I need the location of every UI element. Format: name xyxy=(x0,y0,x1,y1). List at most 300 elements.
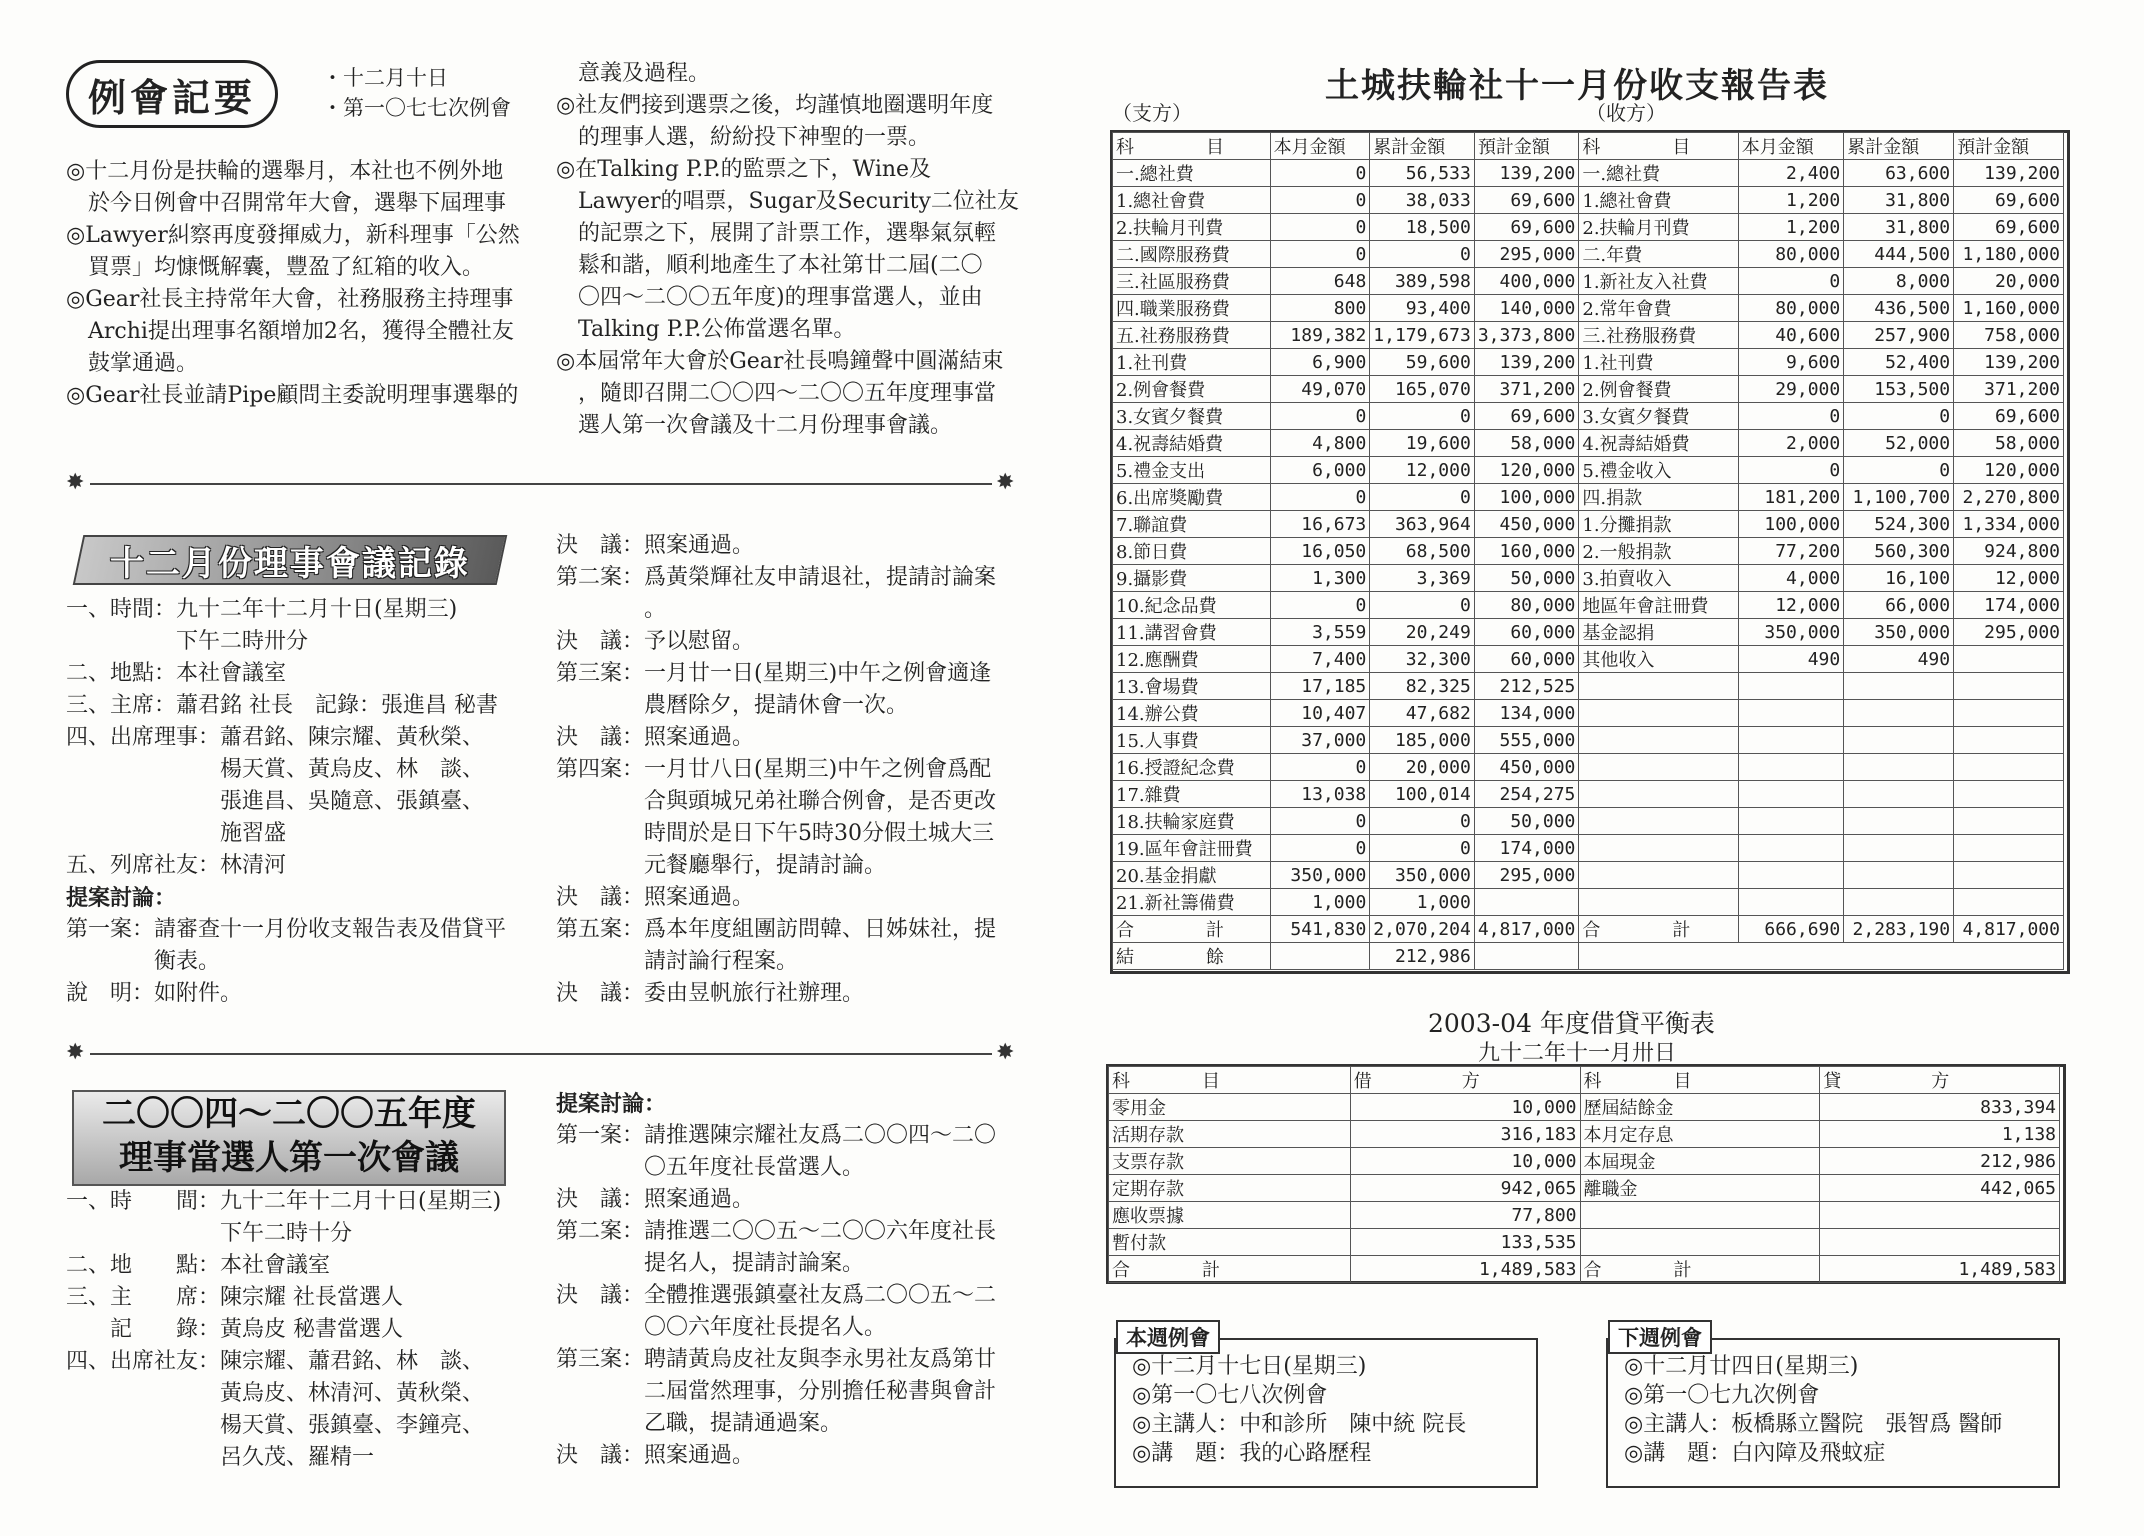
table-cell xyxy=(1579,754,1738,781)
table-cell: 350,000 xyxy=(1270,862,1370,889)
table-cell: 應收票據 xyxy=(1109,1202,1351,1229)
table-cell: 450,000 xyxy=(1474,754,1579,781)
table-cell: 10.紀念品費 xyxy=(1113,592,1271,619)
table-cell: 0 xyxy=(1270,187,1370,214)
board-minutes-line: 決 議：照案通過。 xyxy=(556,725,755,750)
table-cell: 20,000 xyxy=(1954,268,2064,295)
table-cell xyxy=(1579,673,1738,700)
table-total-row xyxy=(1113,916,2064,943)
table-cell: 預計金額 xyxy=(1474,133,1579,160)
table-cell: 69,600 xyxy=(1474,214,1579,241)
table-cell: 63,600 xyxy=(1844,160,1954,187)
table-cell xyxy=(1954,700,2064,727)
table-cell: 1.總社會費 xyxy=(1113,187,1271,214)
table-cell: 0 xyxy=(1844,403,1954,430)
board-minutes-line: 元餐廳舉行，提請討論。 xyxy=(556,853,887,878)
table-cell: 4,800 xyxy=(1270,430,1370,457)
table-cell: 100,000 xyxy=(1474,484,1579,511)
table-row xyxy=(1113,754,2064,781)
table-cell: 13,038 xyxy=(1270,781,1370,808)
table-cell xyxy=(1579,862,1738,889)
table-cell: 暫付款 xyxy=(1109,1229,1351,1256)
table-cell: 2,270,800 xyxy=(1954,484,2064,511)
meeting-info-line: ◎主講人：中和診所 陳中統 院長 xyxy=(1132,1412,1467,1437)
table-cell: 69,600 xyxy=(1954,187,2064,214)
meeting-note-line: ◎Gear社長主持常年大會，社務服務主持理事 xyxy=(66,287,514,312)
table-cell: 1,000 xyxy=(1270,889,1370,916)
table-cell: 6,900 xyxy=(1270,349,1370,376)
table-cell: 350,000 xyxy=(1738,619,1843,646)
table-cell: 三.社務服務費 xyxy=(1579,322,1738,349)
meeting-note-line: ◎在Talking P.P.的監票之下，Wine及 xyxy=(556,157,932,182)
meeting-note-line: ◎本屆常年大會於Gear社長鳴鐘聲中圓滿結束 xyxy=(556,349,1004,374)
this-week-meeting-details xyxy=(1132,1352,1466,1468)
table-row xyxy=(1113,673,2064,700)
table-cell: 0 xyxy=(1738,268,1843,295)
table-cell: 其他收入 xyxy=(1579,646,1738,673)
election-minutes-line: 第一案：請推選陳宗耀社友爲二〇〇四～二〇 xyxy=(556,1123,997,1148)
table-cell: 174,000 xyxy=(1954,592,2064,619)
board-minutes-line: 一、時間：九十二年十二月十日(星期三) xyxy=(66,597,458,622)
table-cell: 40,600 xyxy=(1738,322,1843,349)
table-row xyxy=(1113,889,2064,916)
table-cell: 400,000 xyxy=(1474,268,1579,295)
election-minutes-line: 二、地 點：本社會議室 xyxy=(66,1253,331,1278)
table-cell: 37,000 xyxy=(1270,727,1370,754)
table-cell: 本月金額 xyxy=(1738,133,1843,160)
table-cell: 47,682 xyxy=(1370,700,1475,727)
board-minutes-line: 決 議：予以慰留。 xyxy=(556,629,755,654)
table-cell: 436,500 xyxy=(1844,295,1954,322)
table-cell xyxy=(1738,808,1843,835)
table-cell: 20,249 xyxy=(1370,619,1475,646)
table-cell: 本月金額 xyxy=(1270,133,1370,160)
table-cell: 定期存款 xyxy=(1109,1175,1351,1202)
table-cell: 0 xyxy=(1370,403,1475,430)
next-week-meeting-label: 下週例會 xyxy=(1608,1320,1712,1354)
table-cell: 0 xyxy=(1270,241,1370,268)
election-minutes-line: 二屆當然理事，分別擔任秘書與會計 xyxy=(556,1379,997,1404)
table-cell: 31,800 xyxy=(1844,187,1954,214)
table-cell: 77,800 xyxy=(1350,1202,1580,1229)
table-cell: 16,673 xyxy=(1270,511,1370,538)
election-minutes-line: 乙職，提請通過案。 xyxy=(556,1411,843,1436)
election-minutes-line: 呂久茂、羅精一 xyxy=(66,1445,375,1470)
table-row xyxy=(1113,187,2064,214)
meeting-note-line: 〇四～二〇〇五年度)的理事當選人，並由 xyxy=(556,285,983,310)
table-cell: 5.禮金收入 xyxy=(1579,457,1738,484)
table-cell: 1,179,673 xyxy=(1370,322,1475,349)
table-cell xyxy=(1844,700,1954,727)
table-cell: 4,817,000 xyxy=(1954,916,2064,943)
table-cell: 3.拍賣收入 xyxy=(1579,565,1738,592)
table-cell xyxy=(1474,943,1579,970)
table-cell: 0 xyxy=(1370,808,1475,835)
board-minutes-line: 提案討論： xyxy=(66,885,177,911)
table-cell: 2,000 xyxy=(1738,430,1843,457)
income-side-label: （收方） xyxy=(1586,101,1666,125)
meeting-note-line: Lawyer的唱票，Sugar及Security二位社友 xyxy=(556,189,1019,214)
table-cell: 15.人事費 xyxy=(1113,727,1271,754)
table-cell: 四.捐款 xyxy=(1579,484,1738,511)
election-minutes-line: 決 議：全體推選張鎮臺社友爲二〇〇五～二 xyxy=(556,1283,997,1308)
table-cell: 13.會場費 xyxy=(1113,673,1271,700)
table-cell: 1.分攤捐款 xyxy=(1579,511,1738,538)
table-cell: 2.例會餐費 xyxy=(1113,376,1271,403)
table-cell: 0 xyxy=(1270,592,1370,619)
election-minutes-line: 提案討論： xyxy=(556,1091,667,1117)
table-cell: 295,000 xyxy=(1954,619,2064,646)
table-cell: 五.社務服務費 xyxy=(1113,322,1271,349)
table-cell: 三.社區服務費 xyxy=(1113,268,1271,295)
table-cell: 合 計 xyxy=(1580,1256,1820,1283)
table-cell: 254,275 xyxy=(1474,781,1579,808)
table-cell xyxy=(1954,754,2064,781)
board-minutes-line: 第二案：爲黃榮輝社友申請退社，提請討論案 xyxy=(556,565,997,590)
table-cell: 212,525 xyxy=(1474,673,1579,700)
table-cell: 12,000 xyxy=(1738,592,1843,619)
election-title-line2: 理事當選人第一次會議 xyxy=(119,1138,459,1178)
table-row xyxy=(1113,484,2064,511)
table-cell: 139,200 xyxy=(1474,349,1579,376)
table-cell: 257,900 xyxy=(1844,322,1954,349)
table-row xyxy=(1113,457,2064,484)
meeting-note-line: 的記票之下，展開了計票工作，選舉氣氛輕 xyxy=(556,221,997,246)
table-balance-row xyxy=(1113,943,2064,970)
meeting-note-line: ◎十二月份是扶輪的選舉月，本社也不例外地 xyxy=(66,159,504,184)
table-cell: 38,033 xyxy=(1370,187,1475,214)
table-cell: 14.辦公費 xyxy=(1113,700,1271,727)
table-cell: 結 餘 xyxy=(1113,943,1271,970)
table-cell: 1,180,000 xyxy=(1954,241,2064,268)
election-minutes-line: 楊天賞、張鎮臺、李鐘亮、 xyxy=(66,1413,485,1438)
table-cell: 139,200 xyxy=(1954,160,2064,187)
table-cell: 0 xyxy=(1738,403,1843,430)
table-cell: 18,500 xyxy=(1370,214,1475,241)
table-row xyxy=(1113,592,2064,619)
table-cell: 1,334,000 xyxy=(1954,511,2064,538)
table-cell: 52,400 xyxy=(1844,349,1954,376)
table-cell: 139,200 xyxy=(1954,349,2064,376)
table-cell xyxy=(1954,673,2064,700)
table-row xyxy=(1109,1175,2060,1202)
table-cell: 60,000 xyxy=(1474,646,1579,673)
table-cell xyxy=(1954,727,2064,754)
table-cell: 合 計 xyxy=(1579,916,1738,943)
table-cell: 0 xyxy=(1370,484,1475,511)
meeting-note-line: Archi提出理事名額增加2名，獲得全體社友 xyxy=(66,319,514,344)
table-cell xyxy=(1844,781,1954,808)
table-cell: 50,000 xyxy=(1474,808,1579,835)
table-cell: 一.總社費 xyxy=(1113,160,1271,187)
meeting-title: 例會記要 xyxy=(66,60,278,128)
table-cell: 29,000 xyxy=(1738,376,1843,403)
board-minutes-line: 衡表。 xyxy=(66,949,221,974)
election-meeting-col2 xyxy=(556,1088,1026,1472)
table-cell: 1.社刊費 xyxy=(1113,349,1271,376)
table-cell: 二.年費 xyxy=(1579,241,1738,268)
meeting-notes-col1 xyxy=(66,156,526,412)
table-cell xyxy=(1954,646,2064,673)
table-row xyxy=(1109,1121,2060,1148)
table-cell xyxy=(1579,700,1738,727)
table-cell: 69,600 xyxy=(1954,403,2064,430)
table-cell: 100,000 xyxy=(1738,511,1843,538)
report-title: 土城扶輪社十一月份收支報告表 xyxy=(1325,66,1829,106)
table-row xyxy=(1113,403,2064,430)
meeting-info-line: ◎十二月廿四日(星期三) xyxy=(1624,1354,1859,1379)
table-row xyxy=(1113,619,2064,646)
table-cell: 合 計 xyxy=(1113,916,1271,943)
table-cell: 3,373,800 xyxy=(1474,322,1579,349)
table-cell: 2.例會餐費 xyxy=(1579,376,1738,403)
election-minutes-line: 四、出席社友：陳宗耀、蕭君銘、林 談、 xyxy=(66,1349,485,1374)
table-cell: 1,000 xyxy=(1370,889,1475,916)
table-cell: 16.授證紀念費 xyxy=(1113,754,1271,781)
table-row xyxy=(1113,808,2064,835)
meeting-note-line: ，隨即召開二〇〇四～二〇〇五年度理事當 xyxy=(556,381,997,406)
board-minutes-line: 。 xyxy=(556,597,667,622)
board-minutes-line: 決 議：照案通過。 xyxy=(556,533,755,558)
table-cell: 科 目 xyxy=(1579,133,1738,160)
table-cell: 80,000 xyxy=(1474,592,1579,619)
board-minutes-col1 xyxy=(66,594,546,1010)
table-row xyxy=(1113,538,2064,565)
balance-sheet-title: 2003-04 年度借貸平衡表 xyxy=(1428,1009,1715,1038)
table-cell: 68,500 xyxy=(1370,538,1475,565)
board-minutes-line: 張進昌、吳隨意、張鎮臺、 xyxy=(66,789,485,814)
table-cell: 基金認捐 xyxy=(1579,619,1738,646)
table-cell: 316,183 xyxy=(1350,1121,1580,1148)
table-cell: 134,000 xyxy=(1474,700,1579,727)
table-cell: 80,000 xyxy=(1738,241,1843,268)
table-cell: 450,000 xyxy=(1474,511,1579,538)
table-cell xyxy=(1579,727,1738,754)
table-cell: 58,000 xyxy=(1954,430,2064,457)
election-minutes-line: 黃烏皮、林清河、黃秋榮、 xyxy=(66,1381,485,1406)
table-cell: 預計金額 xyxy=(1954,133,2064,160)
table-cell: 371,200 xyxy=(1954,376,2064,403)
table-cell xyxy=(1580,1202,1820,1229)
table-cell: 9,600 xyxy=(1738,349,1843,376)
table-cell: 本月定存息 xyxy=(1580,1121,1820,1148)
table-cell: 52,000 xyxy=(1844,430,1954,457)
table-cell: 科 目 xyxy=(1109,1067,1351,1094)
table-cell: 350,000 xyxy=(1844,619,1954,646)
table-cell: 3.女賓夕餐費 xyxy=(1579,403,1738,430)
table-cell: 100,014 xyxy=(1370,781,1475,808)
table-cell: 12.應酬費 xyxy=(1113,646,1271,673)
table-cell: 524,300 xyxy=(1844,511,1954,538)
meeting-number: ・第一〇七七次例會 xyxy=(322,96,511,120)
table-cell: 3.女賓夕餐費 xyxy=(1113,403,1271,430)
meeting-info-line: ◎講 題：我的心路歷程 xyxy=(1132,1441,1372,1466)
table-cell: 2,400 xyxy=(1738,160,1843,187)
meeting-note-line: ◎社友們接到選票之後，均謹慎地圈選明年度 xyxy=(556,93,994,118)
table-cell: 442,065 xyxy=(1820,1175,2060,1202)
table-cell: 活期存款 xyxy=(1109,1121,1351,1148)
table-cell: 12,000 xyxy=(1954,565,2064,592)
table-cell xyxy=(1844,727,1954,754)
election-minutes-line: 決 議：照案通過。 xyxy=(556,1187,755,1212)
board-minutes-line: 決 議：委由昱帆旅行社辦理。 xyxy=(556,981,865,1006)
table-cell: 7,400 xyxy=(1270,646,1370,673)
board-minutes-line: 第五案：爲本年度組團訪問韓、日姊妹社，提 xyxy=(556,917,997,942)
table-row xyxy=(1113,835,2064,862)
election-minutes-line: 決 議：照案通過。 xyxy=(556,1443,755,1468)
table-cell: 2.扶輪月刊費 xyxy=(1113,214,1271,241)
table-cell: 189,382 xyxy=(1270,322,1370,349)
table-row xyxy=(1113,268,2064,295)
meeting-note-line: ◎Gear社長並請Pipe顧問主委說明理事選舉的 xyxy=(66,383,519,408)
election-minutes-line: 〇〇六年度社長提名人。 xyxy=(556,1315,887,1340)
balance-sheet-table xyxy=(1108,1066,2060,1283)
table-cell xyxy=(1954,835,2064,862)
table-cell xyxy=(1738,754,1843,781)
table-cell: 8.節日費 xyxy=(1113,538,1271,565)
table-cell: 零用金 xyxy=(1109,1094,1351,1121)
table-row xyxy=(1113,781,2064,808)
table-cell: 累計金額 xyxy=(1844,133,1954,160)
board-minutes-line: 三、主席：蕭君銘 社長 記錄：張進昌 秘書 xyxy=(66,693,498,718)
table-cell: 0 xyxy=(1270,214,1370,241)
table-cell: 80,000 xyxy=(1738,295,1843,322)
table-row xyxy=(1109,1202,2060,1229)
board-minutes-line: 第三案：一月廿一日(星期三)中午之例會適逢 xyxy=(556,661,992,686)
table-cell xyxy=(1580,1229,1820,1256)
table-cell xyxy=(1738,727,1843,754)
meeting-info-line: ◎主講人：板橋縣立醫院 張智爲 醫師 xyxy=(1624,1412,2003,1437)
table-cell: 666,690 xyxy=(1738,916,1843,943)
table-cell: 363,964 xyxy=(1370,511,1475,538)
table-cell: 389,598 xyxy=(1370,268,1475,295)
table-cell: 一.總社費 xyxy=(1579,160,1738,187)
table-cell xyxy=(1738,781,1843,808)
table-row xyxy=(1113,214,2064,241)
table-cell xyxy=(1820,1202,2060,1229)
table-cell: 1.新社友入社費 xyxy=(1579,268,1738,295)
table-row xyxy=(1113,700,2064,727)
table-cell: 371,200 xyxy=(1474,376,1579,403)
board-minutes-banner xyxy=(73,535,508,585)
table-cell: 貸 方 xyxy=(1820,1067,2060,1094)
table-row xyxy=(1109,1148,2060,1175)
table-cell: 5.禮金支出 xyxy=(1113,457,1271,484)
table-cell xyxy=(1579,835,1738,862)
meeting-notes-col2 xyxy=(556,58,1026,442)
table-cell: 6,000 xyxy=(1270,457,1370,484)
table-cell: 2.一般捐款 xyxy=(1579,538,1738,565)
table-cell: 758,000 xyxy=(1954,322,2064,349)
this-week-meeting-label: 本週例會 xyxy=(1116,1320,1220,1354)
table-cell: 19.區年會註冊費 xyxy=(1113,835,1271,862)
table-cell: 20,000 xyxy=(1370,754,1475,781)
table-cell xyxy=(1579,943,2064,970)
meeting-date: ・十二月十日 xyxy=(322,66,448,90)
table-row xyxy=(1113,646,2064,673)
table-cell: 1,200 xyxy=(1738,214,1843,241)
meeting-info-line: ◎第一〇七八次例會 xyxy=(1132,1383,1328,1408)
table-cell: 借 方 xyxy=(1350,1067,1580,1094)
table-cell: 648 xyxy=(1270,268,1370,295)
table-cell: 800 xyxy=(1270,295,1370,322)
election-minutes-line: 一、時 間：九十二年十二月十日(星期三) xyxy=(66,1189,502,1214)
expense-side-label: （支方） xyxy=(1112,101,1192,125)
table-cell: 0 xyxy=(1270,835,1370,862)
table-cell: 60,000 xyxy=(1474,619,1579,646)
table-cell: 18.扶輪家庭費 xyxy=(1113,808,1271,835)
income-expense-table xyxy=(1112,132,2064,970)
table-cell xyxy=(1844,835,1954,862)
table-cell: 212,986 xyxy=(1370,943,1475,970)
table-cell xyxy=(1738,889,1843,916)
table-cell xyxy=(1954,808,2064,835)
table-cell: 本屆現金 xyxy=(1580,1148,1820,1175)
table-row xyxy=(1109,1229,2060,1256)
table-total-row xyxy=(1109,1256,2060,1283)
table-cell: 0 xyxy=(1270,403,1370,430)
board-minutes-col2 xyxy=(556,530,1026,1010)
table-cell: 16,100 xyxy=(1844,565,1954,592)
table-cell: 10,407 xyxy=(1270,700,1370,727)
meeting-note-line: 選人第一次會議及十二月份理事會議。 xyxy=(556,413,953,438)
table-cell: 490 xyxy=(1844,646,1954,673)
table-cell: 1,100,700 xyxy=(1844,484,1954,511)
table-cell: 160,000 xyxy=(1474,538,1579,565)
table-cell: 1,300 xyxy=(1270,565,1370,592)
table-cell xyxy=(1954,862,2064,889)
table-cell xyxy=(1579,889,1738,916)
table-row xyxy=(1113,511,2064,538)
meeting-note-line: 鬆和諧，順利地產生了本社第廿二屆(二〇 xyxy=(556,253,983,278)
table-cell: 66,000 xyxy=(1844,592,1954,619)
table-cell: 4,817,000 xyxy=(1474,916,1579,943)
meeting-note-line: Talking P.P.公佈當選名單。 xyxy=(556,317,856,342)
table-cell: 2.常年會費 xyxy=(1579,295,1738,322)
table-cell: 56,533 xyxy=(1370,160,1475,187)
table-cell: 二.國際服務費 xyxy=(1113,241,1271,268)
meeting-note-line: 鼓掌通過。 xyxy=(66,351,199,376)
table-cell xyxy=(1579,781,1738,808)
table-row xyxy=(1113,727,2064,754)
table-row xyxy=(1113,862,2064,889)
table-cell: 0 xyxy=(1370,241,1475,268)
table-cell xyxy=(1579,808,1738,835)
table-cell: 9.攝影費 xyxy=(1113,565,1271,592)
table-cell: 69,600 xyxy=(1474,403,1579,430)
table-cell: 174,000 xyxy=(1474,835,1579,862)
table-cell: 1,200 xyxy=(1738,187,1843,214)
table-cell xyxy=(1270,943,1370,970)
table-cell: 120,000 xyxy=(1954,457,2064,484)
table-cell: 133,535 xyxy=(1350,1229,1580,1256)
table-cell: 科 目 xyxy=(1113,133,1271,160)
table-cell xyxy=(1738,673,1843,700)
table-cell: 50,000 xyxy=(1474,565,1579,592)
table-cell: 49,070 xyxy=(1270,376,1370,403)
table-cell: 10,000 xyxy=(1350,1094,1580,1121)
table-cell: 942,065 xyxy=(1350,1175,1580,1202)
table-cell: 1.社刊費 xyxy=(1579,349,1738,376)
table-cell: 541,830 xyxy=(1270,916,1370,943)
table-cell: 1,160,000 xyxy=(1954,295,2064,322)
table-cell: 295,000 xyxy=(1474,862,1579,889)
table-cell: 0 xyxy=(1270,160,1370,187)
table-cell: 科 目 xyxy=(1580,1067,1820,1094)
table-cell: 17.雜費 xyxy=(1113,781,1271,808)
table-cell: 58,000 xyxy=(1474,430,1579,457)
board-minutes-line: 楊天賞、黃烏皮、林 談、 xyxy=(66,757,485,782)
